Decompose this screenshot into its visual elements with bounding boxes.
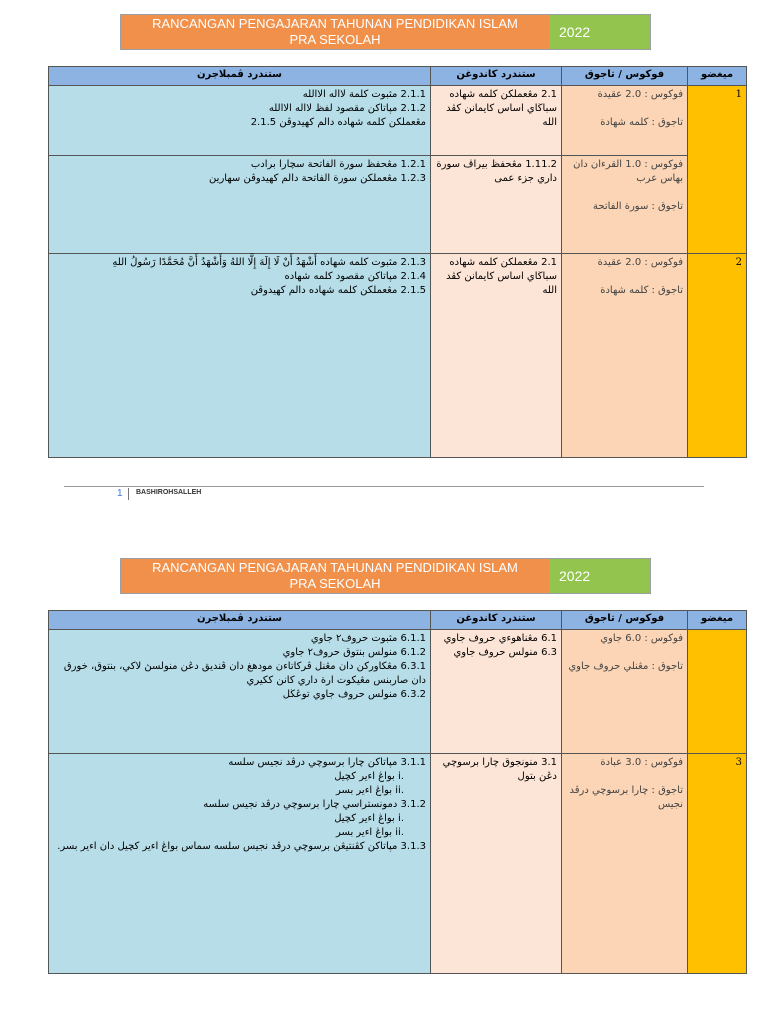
table-row [49,254,747,458]
title-year: 2022 [549,15,650,49]
plan-table-1 [48,66,747,458]
title-line1: RANCANGAN PENGAJARAN TAHUNAN PENDIDIKAN ISLAM [152,16,518,31]
minggu-cell: 2 [688,254,747,458]
page-number: 1 [117,488,123,499]
standard-pembelajaran-cell: 3.1.1 مڽاتاكن چارا برسوچي درڤد نجيس سلسه .i بواڠ اءير كچيل .ii بواڠ اءير بسر 3.1.2 دمونستراسي چارا برسوچي درڤد نجيس سلسه .i بواڠ اءير كچيل .ii بواڠ اءير بسر 3.1.3 مڽاتاكن كڤنتيڠن برسوچي درڤد نجيس سلسه سماس بواڠ اءير كچيل دان اءير بسر. [49,754,431,974]
standard-pembelajaran-cell: 2.1.1 مثبوت كلمة لااله الاالله 2.1.2 مڽاتاكن مقصود لفظ لااله الاالله مڠعملكن كلمه شهاده دالم كهيدوڤن 2.1.5 [49,86,431,156]
fokus-cell: فوكوس : 6.0 جاوي تاجوق : مڠنلي حروف جاوي [562,630,688,754]
title-line2: PRA SEKOLAH [289,32,381,47]
title-banner [120,558,651,594]
minggu-cell [688,630,747,754]
standard-pembelajaran-cell: 6.1.1 مثبوت حروف٢ جاوي 6.1.2 منولس بنتوق حروف٢ جاوي 6.3.1 مڠكاوركن دان مڠنل ڤركاتاءن مودهغ دان ڤنديق دڠن منولسڽ لاكي، بنتوق، خورق دان صاربنس مڠيكوت ارة داري كانن ككيري 6.3.2 منولس حروف جاوي توڠڬل [49,630,431,754]
footer-separator [128,488,129,500]
standard-kandungan-cell: 1.11.2 مڠحفظ بيراڤ سورة داري جزء عمى [431,156,562,254]
title-line1: RANCANGAN PENGAJARAN TAHUNAN PENDIDIKAN ISLAM [152,560,518,575]
standard-kandungan-cell: 3.1 منونجوق چارا برسوچي دڠن بتول [431,754,562,974]
title-banner [120,14,651,50]
table-row [49,630,747,754]
standard-pembelajaran-cell: 2.1.3 مثبوت كلمه شهاده أَشْهَدُ أَنْ لَا إِلَهَ إِلَّا اللهُ وَأَشْهَدُ أَنَّ مُحَمَّدًا رَسُولُ اللهِ 2.1.4 مڽاتاكن مقصود كلمه شهاده 2.1.5 مڠعملكن كلمه شهاده دالم كهيدوڤن [49,254,431,458]
header-fokus: فوكوس / تاجوق [562,67,688,86]
standard-kandungan-cell: 6.1 مڠناهوءي حروف جاوي 6.3 منولس حروف جاوي [431,630,562,754]
title-line2: PRA SEKOLAH [289,576,381,591]
title-year: 2022 [549,559,650,593]
title-text [121,559,549,593]
footer-divider [64,486,704,487]
footer-author: BASHIROHSALLEH [136,489,202,496]
table-row [49,754,747,974]
plan-table-2 [48,610,747,974]
header-minggu: ميغضو [688,611,747,630]
header-pembelajaran: ستندرد ڤمبلاجرن [49,611,431,630]
minggu-cell: 3 [688,754,747,974]
title-text [121,15,549,49]
header-minggu: ميغضو [688,67,747,86]
minggu-cell: 1 [688,86,747,254]
header-kandungan: ستندرد كاندوغن [431,67,562,86]
fokus-cell: فوكوس : 2.0 عقيدة تاجوق : كلمه شهادة [562,254,688,458]
header-fokus: فوكوس / تاجوق [562,611,688,630]
fokus-cell: فوكوس : 3.0 عبادة تاجوق : چارا برسوچي درڤد نجيس [562,754,688,974]
fokus-cell: فوكوس : 2.0 عقيدة تاجوق : كلمه شهادة [562,86,688,156]
table-row [49,86,747,156]
table-row [49,156,747,254]
standard-kandungan-cell: 2.1 مڠعملكن كلمه شهاده سباڬاي اساس كايمانن كڤد الله [431,254,562,458]
fokus-cell: فوكوس : 1.0 القرءان دان بهاس عرب تاجوق : سورة الفاتحة [562,156,688,254]
header-kandungan: ستندرد كاندوغن [431,611,562,630]
header-pembelajaran: ستندرد ڤمبلاجرن [49,67,431,86]
standard-kandungan-cell: 2.1 مڠعملكن كلمه شهاده سباڬاي اساس كايمانن كڤد الله [431,86,562,156]
standard-pembelajaran-cell: 1.2.1 مڠحفظ سورة الفاتحة سچارا برادب 1.2.3 مڠعملكن سورة الفاتحة دالم كهيدوڤن سهارين [49,156,431,254]
